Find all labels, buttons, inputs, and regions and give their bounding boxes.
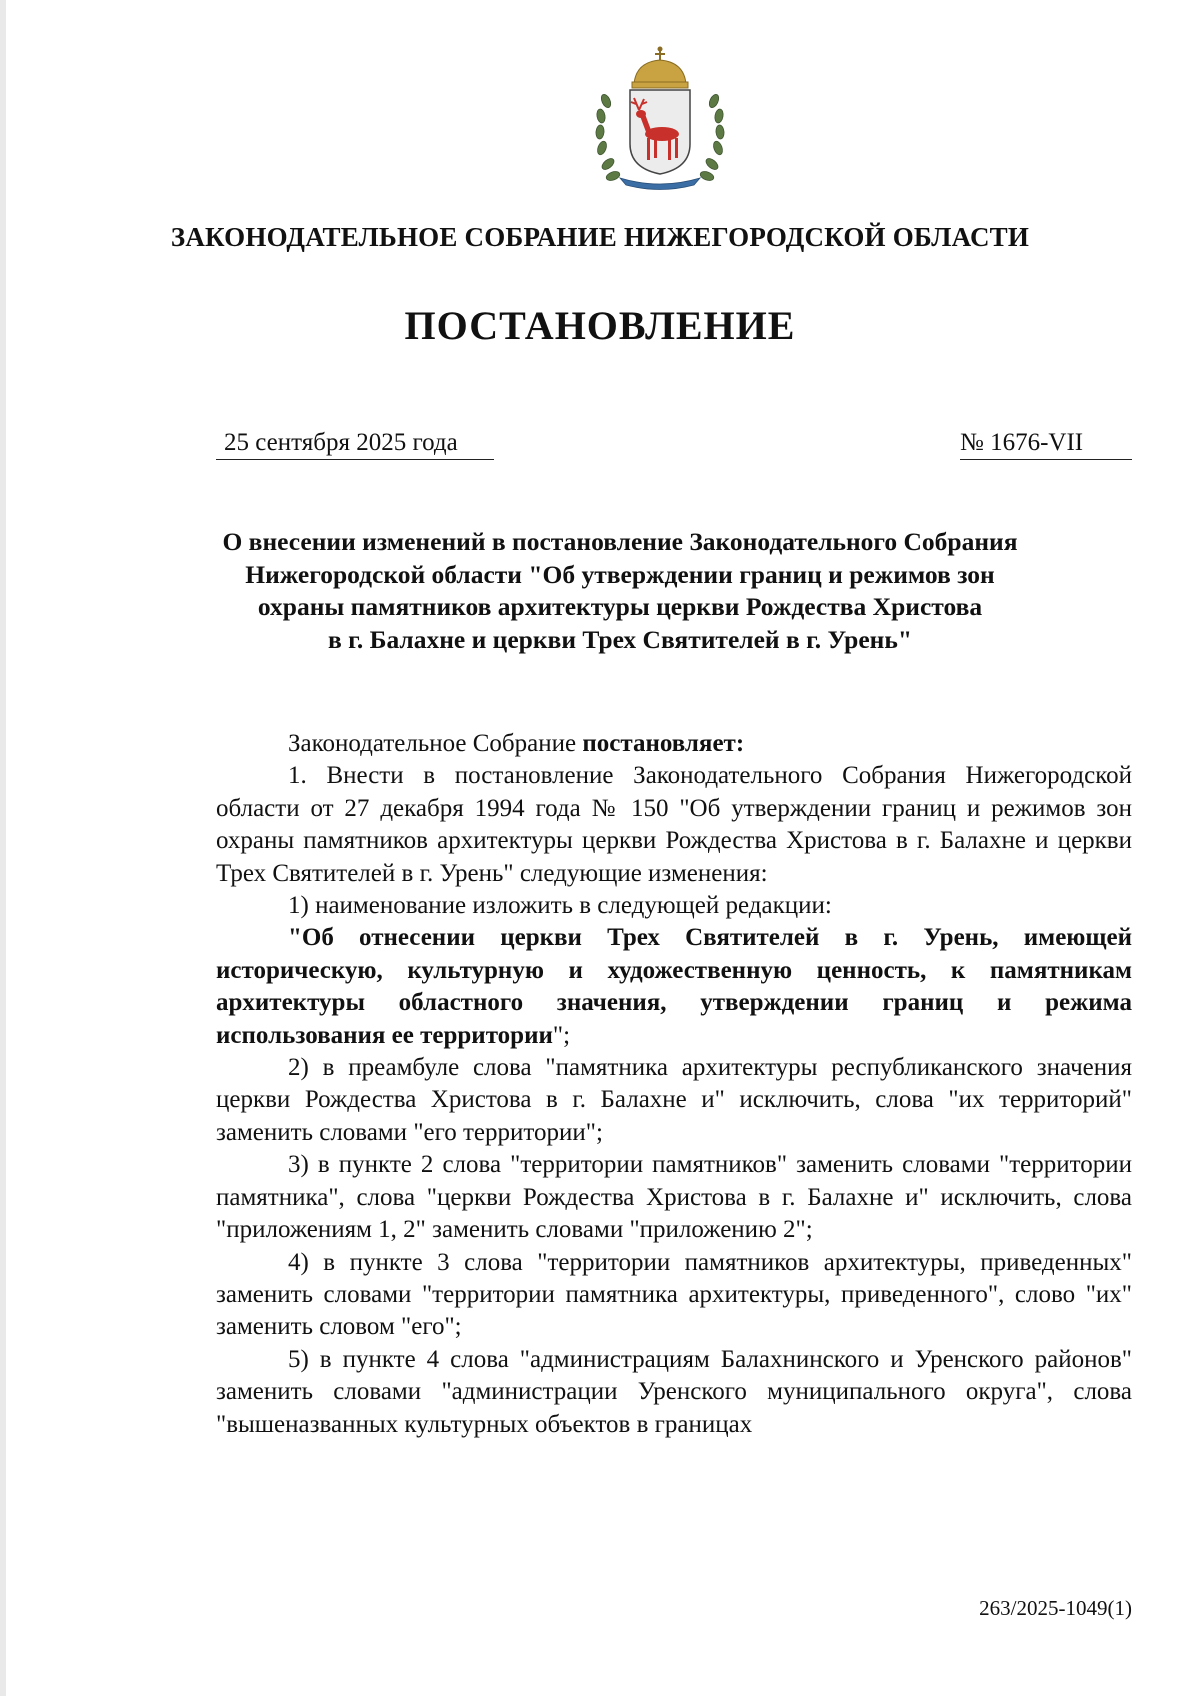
subitem-1-paragraph: 1) наименование изложить в следующей редакции: <box>288 892 832 920</box>
organization-name: ЗАКОНОДАТЕЛЬНОЕ СОБРАНИЕ НИЖЕГОРОДСКОЙ ОБЛАСТИ <box>170 222 1030 252</box>
intro-paragraph <box>216 728 1132 760</box>
subitem-3-paragraph: 3) в пункте 2 слова "территории памятников" заменить словами "территории памятника", слова "церкви Рождества Христова в г. Балахне и" исключить, слова "приложениям 1, 2" заменить словами "приложению 2"; <box>216 1151 1132 1244</box>
document-number: № 1676-VII <box>960 429 1132 460</box>
title-line: охраны памятников архитектуры церкви Рождества Христова <box>257 592 983 621</box>
document-type-heading: ПОСТАНОВЛЕНИЕ <box>404 303 796 348</box>
crown <box>632 47 688 89</box>
title-line: в г. Балахне и церкви Трех Святителей в г. Урень" <box>327 624 913 654</box>
new-name-quote: "Об отнесении церкви Трех Святителей в г. Урень, имеющей историческую, культурную и художественную ценность, к памятникам архитектуры областного значения, утверждении границ и режима использования ее территории <box>216 924 1132 1049</box>
subitem-4-paragraph: 4) в пункте 3 слова "территории памятников архитектуры, приведенных" заменить словами "территории памятника архитектуры, приведенного", слово "их" заменить словом "его"; <box>216 1248 1132 1341</box>
quote-end: "; <box>552 1021 571 1049</box>
intro-text: Законодательное Собрание <box>288 730 583 757</box>
document-date: 25 сентября 2025 года <box>216 429 494 460</box>
footer-document-code: 263/2025-1049(1) <box>979 1596 1132 1620</box>
intro-resolves: постановляет: <box>582 730 745 757</box>
title-line: Нижегородской области "Об утверждении границ и режимов зон <box>245 559 995 589</box>
subitem-1-quote <box>216 922 1132 1052</box>
subitem-5-paragraph: 5) в пункте 4 слова "администрациям Балахнинского и Уренского районов" заменить словами "администрации Уренского муниципального округа", слова "вышеназванных культурных объектов в границах <box>216 1345 1132 1438</box>
title-line: О внесении изменений в постановление Законодательного Собрания <box>222 527 1018 556</box>
coat-of-arms-emblem <box>590 44 730 190</box>
document-body <box>216 728 1132 1441</box>
document-title <box>180 526 1060 656</box>
scan-edge <box>0 0 6 1696</box>
ribbon <box>620 178 700 190</box>
item-1-paragraph: 1. Внести в постановление Законодательного Собрания Нижегородской области от 27 декабря 1994 года № 150 "Об утверждении границ и режимов зон охраны памятников архитектуры церкви Рождества Христова в г. Балахне и церкви Трех Святителей в г. Урень" следующие изменения: <box>216 762 1132 887</box>
wreath-left <box>595 93 621 182</box>
wreath-right <box>699 93 725 182</box>
subitem-2-paragraph: 2) в преамбуле слова "памятника архитектуры республиканского значения церкви Рождества Христова в г. Балахне и" исключить, слова "их территорий" заменить словами "его территории"; <box>216 1054 1132 1146</box>
